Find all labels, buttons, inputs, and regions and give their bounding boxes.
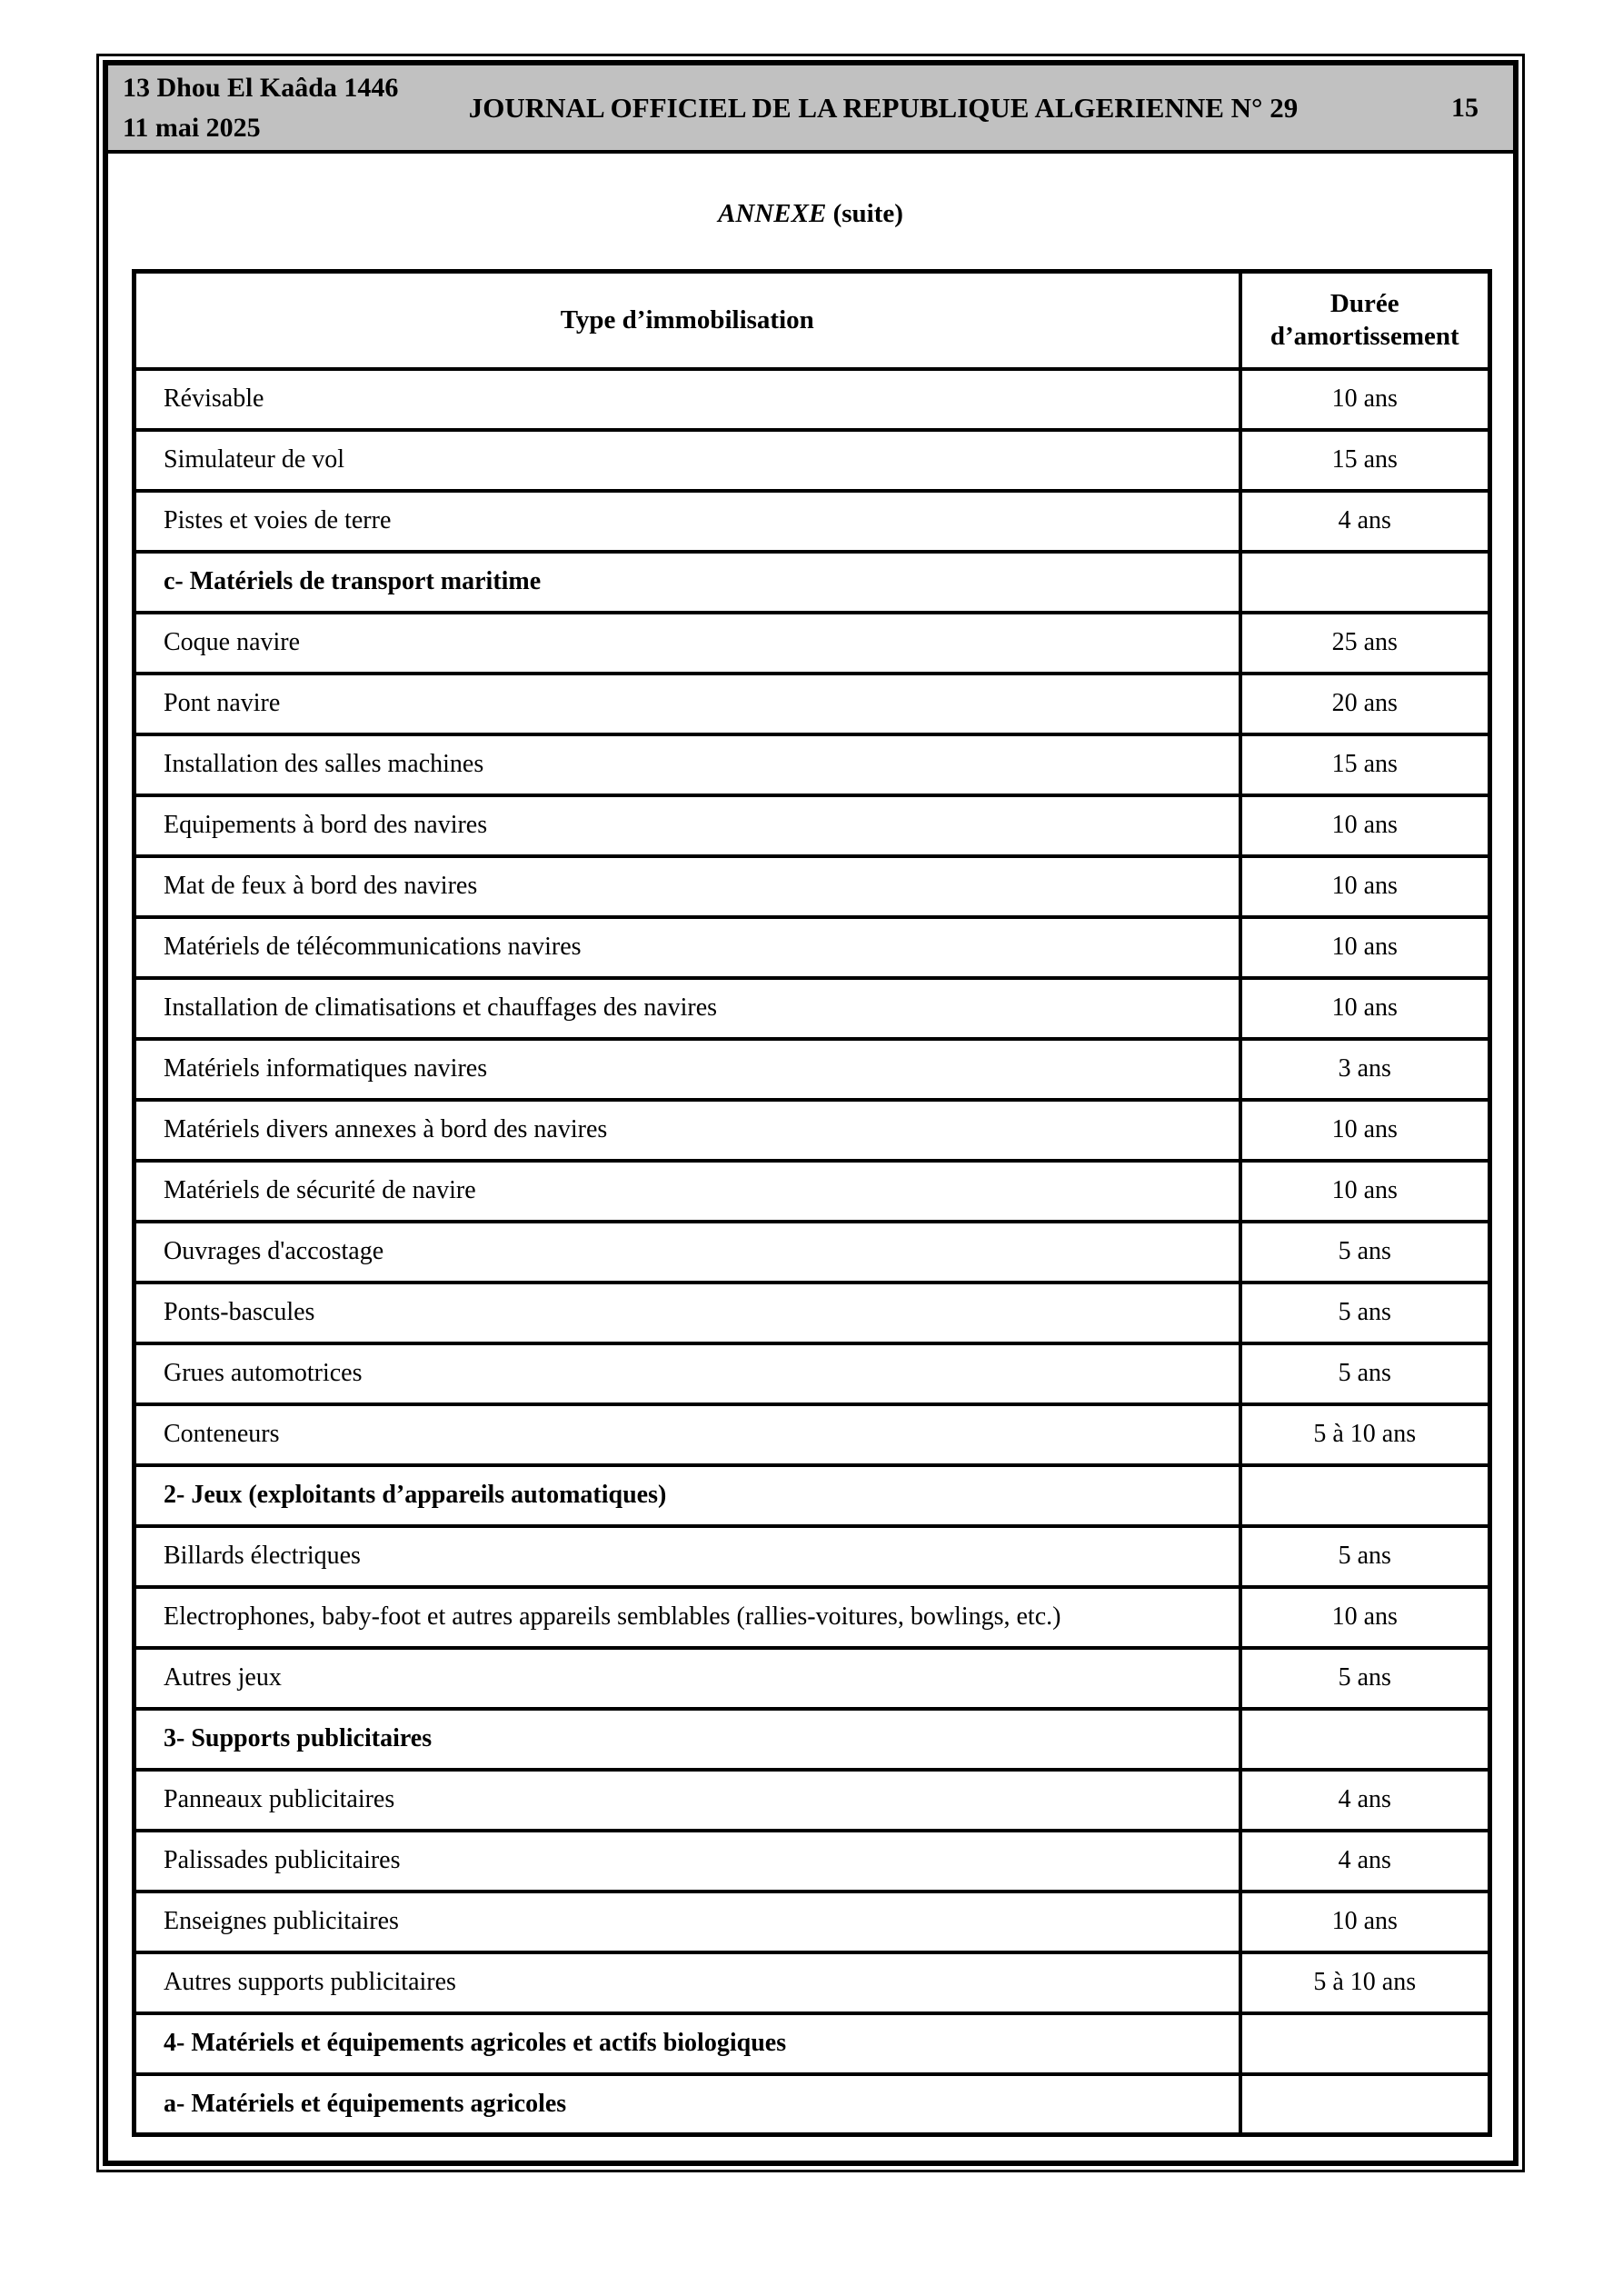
cell-immobilisation-type: Installation des salles machines — [134, 734, 1240, 795]
table-row — [134, 369, 1490, 430]
table-row — [134, 2074, 1490, 2135]
cell-immobilisation-type: Mat de feux à bord des navires — [134, 856, 1240, 917]
table-row — [134, 1465, 1490, 1526]
cell-immobilisation-type: Ouvrages d'accostage — [134, 1222, 1240, 1283]
cell-amortization-duration: 3 ans — [1240, 1039, 1490, 1100]
cell-amortization-duration: 5 ans — [1240, 1283, 1490, 1343]
table-row — [134, 1161, 1490, 1222]
table-header-row — [134, 272, 1490, 369]
table-row — [134, 1648, 1490, 1709]
cell-immobilisation-type: Enseignes publicitaires — [134, 1892, 1240, 1952]
cell-immobilisation-type: Conteneurs — [134, 1404, 1240, 1465]
journal-title: JOURNAL OFFICIEL DE LA REPUBLIQUE ALGERIENNE N° 29 — [468, 91, 1299, 124]
journal-header-bar — [108, 65, 1513, 154]
cell-immobilisation-type: Panneaux publicitaires — [134, 1770, 1240, 1831]
cell-amortization-duration: 5 à 10 ans — [1240, 1952, 1490, 2013]
table-row — [134, 674, 1490, 734]
cell-immobilisation-type: 2- Jeux (exploitants d’appareils automatiques) — [134, 1465, 1240, 1526]
cell-immobilisation-type: 3- Supports publicitaires — [134, 1709, 1240, 1770]
table-row — [134, 1709, 1490, 1770]
cell-amortization-duration: 10 ans — [1240, 369, 1490, 430]
header-dates — [108, 68, 453, 148]
cell-immobilisation-type: Simulateur de vol — [134, 430, 1240, 491]
table-row — [134, 734, 1490, 795]
table-row — [134, 1526, 1490, 1587]
gregorian-date: 11 mai 2025 — [123, 112, 261, 143]
cell-immobilisation-type: Matériels divers annexes à bord des navires — [134, 1100, 1240, 1161]
table-row — [134, 1100, 1490, 1161]
cell-amortization-duration: 10 ans — [1240, 978, 1490, 1039]
table-body — [134, 369, 1490, 2135]
table-row — [134, 1831, 1490, 1892]
cell-immobilisation-type: a- Matériels et équipements agricoles — [134, 2074, 1240, 2135]
cell-immobilisation-type: Pistes et voies de terre — [134, 491, 1240, 552]
cell-amortization-duration — [1240, 1465, 1490, 1526]
cell-amortization-duration: 5 ans — [1240, 1648, 1490, 1709]
table-row — [134, 552, 1490, 613]
cell-amortization-duration — [1240, 2074, 1490, 2135]
cell-immobilisation-type: c- Matériels de transport maritime — [134, 552, 1240, 613]
table-row — [134, 795, 1490, 856]
cell-immobilisation-type: Matériels informatiques navires — [134, 1039, 1240, 1100]
page-outer-border — [96, 54, 1525, 2172]
cell-amortization-duration: 10 ans — [1240, 1161, 1490, 1222]
cell-immobilisation-type: Grues automotrices — [134, 1343, 1240, 1404]
cell-amortization-duration: 5 ans — [1240, 1343, 1490, 1404]
cell-immobilisation-type: Autres supports publicitaires — [134, 1952, 1240, 2013]
cell-amortization-duration: 25 ans — [1240, 613, 1490, 674]
cell-amortization-duration: 20 ans — [1240, 674, 1490, 734]
cell-amortization-duration: 10 ans — [1240, 1587, 1490, 1648]
page-inner-border — [103, 60, 1518, 2166]
column-header-type: Type d’immobilisation — [134, 272, 1240, 369]
cell-immobilisation-type: Ponts-bascules — [134, 1283, 1240, 1343]
cell-amortization-duration: 4 ans — [1240, 491, 1490, 552]
cell-amortization-duration: 10 ans — [1240, 1892, 1490, 1952]
cell-amortization-duration: 5 à 10 ans — [1240, 1404, 1490, 1465]
table-row — [134, 978, 1490, 1039]
annexe-heading — [108, 199, 1513, 229]
table-row — [134, 613, 1490, 674]
cell-immobilisation-type: Installation de climatisations et chauffages des navires — [134, 978, 1240, 1039]
cell-amortization-duration: 4 ans — [1240, 1770, 1490, 1831]
page-number: 15 — [1451, 92, 1479, 123]
cell-amortization-duration: 10 ans — [1240, 856, 1490, 917]
table-row — [134, 1770, 1490, 1831]
table-row — [134, 1343, 1490, 1404]
table-row — [134, 1283, 1490, 1343]
cell-amortization-duration: 4 ans — [1240, 1831, 1490, 1892]
cell-immobilisation-type: Autres jeux — [134, 1648, 1240, 1709]
cell-immobilisation-type: Révisable — [134, 369, 1240, 430]
cell-amortization-duration — [1240, 552, 1490, 613]
table-row — [134, 1222, 1490, 1283]
cell-amortization-duration: 5 ans — [1240, 1526, 1490, 1587]
cell-amortization-duration: 15 ans — [1240, 734, 1490, 795]
column-header-duration: Durée d’amortissement — [1240, 272, 1490, 369]
annexe-word: ANNEXE — [718, 199, 827, 228]
cell-immobilisation-type: Pont navire — [134, 674, 1240, 734]
cell-immobilisation-type: Coque navire — [134, 613, 1240, 674]
cell-amortization-duration: 5 ans — [1240, 1222, 1490, 1283]
table-row — [134, 2013, 1490, 2074]
cell-immobilisation-type: Matériels de télécommunications navires — [134, 917, 1240, 978]
hijri-date: 13 Dhou El Kaâda 1446 — [123, 72, 399, 103]
table-row — [134, 1952, 1490, 2013]
cell-immobilisation-type: Billards électriques — [134, 1526, 1240, 1587]
table-row — [134, 1587, 1490, 1648]
amortization-table — [132, 269, 1492, 2137]
cell-amortization-duration: 10 ans — [1240, 795, 1490, 856]
table-row — [134, 917, 1490, 978]
table-row — [134, 1039, 1490, 1100]
table-row — [134, 856, 1490, 917]
annexe-suffix: (suite) — [826, 199, 903, 228]
cell-amortization-duration — [1240, 2013, 1490, 2074]
table-row — [134, 491, 1490, 552]
cell-immobilisation-type: Equipements à bord des navires — [134, 795, 1240, 856]
cell-immobilisation-type: Palissades publicitaires — [134, 1831, 1240, 1892]
cell-amortization-duration: 15 ans — [1240, 430, 1490, 491]
cell-amortization-duration: 10 ans — [1240, 1100, 1490, 1161]
cell-amortization-duration — [1240, 1709, 1490, 1770]
table-row — [134, 430, 1490, 491]
table-row — [134, 1892, 1490, 1952]
cell-immobilisation-type: Matériels de sécurité de navire — [134, 1161, 1240, 1222]
table-row — [134, 1404, 1490, 1465]
cell-immobilisation-type: 4- Matériels et équipements agricoles et actifs biologiques — [134, 2013, 1240, 2074]
cell-amortization-duration: 10 ans — [1240, 917, 1490, 978]
cell-immobilisation-type: Electrophones, baby-foot et autres appareils semblables (rallies-voitures, bowlings, etc.) — [134, 1587, 1240, 1648]
